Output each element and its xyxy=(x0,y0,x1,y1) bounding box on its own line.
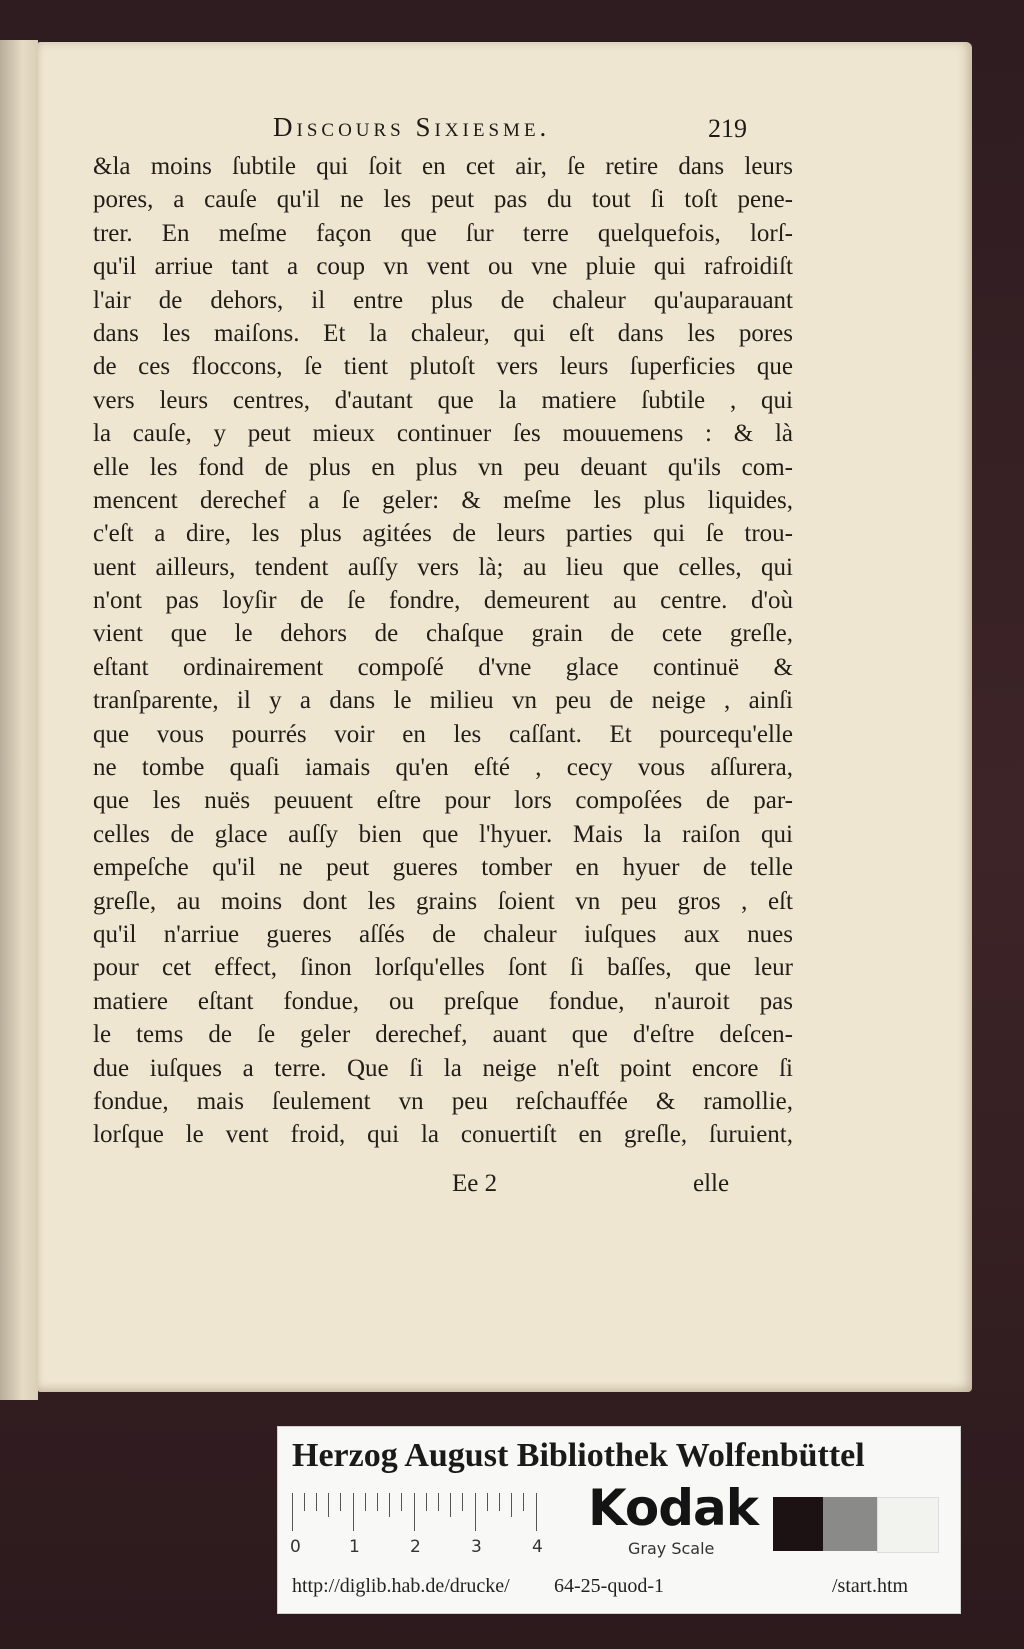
kodak-logo: Kodak xyxy=(588,1479,758,1537)
signature-mark: Ee 2 xyxy=(452,1170,498,1197)
text-line: eſtant ordinairement compoſé d'vne glace continuë & xyxy=(93,653,793,681)
ruler-tick xyxy=(340,1493,341,1511)
library-name: Herzog August Bibliothek Wolfenbüttel xyxy=(292,1437,865,1474)
ruler-number: 3 xyxy=(471,1537,482,1557)
text-line: l'air de dehors, il entre plus de chaleur qu'auparauant xyxy=(93,286,793,314)
text-line: empeſche qu'il ne peut gueres tomber en hyuer de telle xyxy=(93,854,793,882)
page-number: 219 xyxy=(708,114,747,143)
url-row xyxy=(292,1575,946,1605)
ruler-tick xyxy=(487,1493,488,1511)
text-line: le tems de ſe geler derechef, auant que d'eſtre deſcen- xyxy=(93,1021,793,1049)
text-line: vient que le dehors de chaſque grain de cete greſle, xyxy=(93,620,793,648)
text-line: vers leurs centres, d'autant que la matiere ſubtile , qui xyxy=(93,386,793,414)
book-page xyxy=(38,42,972,1392)
catchword: elle xyxy=(693,1170,730,1197)
url-end: /start.htm xyxy=(832,1575,909,1597)
gray-patch-white xyxy=(877,1497,939,1553)
text-line: la cauſe, y peut mieux continuer ſes mouuemens : & là xyxy=(93,420,793,448)
text-line: elle les fond de plus en plus vn peu deuant qu'ils com- xyxy=(93,453,793,481)
ruler-tick xyxy=(353,1493,354,1531)
text-line: pour cet effect, ſinon lorſqu'elles ſont ſi baſſes, que leur xyxy=(93,954,793,982)
ruler-tick xyxy=(438,1493,439,1511)
left-page-edge xyxy=(0,40,38,1400)
text-line: pores, a cauſe qu'il ne les peut pas du tout ſi toſt pene- xyxy=(93,186,793,214)
text-line: greſle, au moins dont les grains ſoient vn peu gros , eſt xyxy=(93,887,793,915)
text-line: mencent derechef a ſe geler: & meſme les plus liquides, xyxy=(93,486,793,514)
text-line: uent ailleurs, tendent auſſy vers là; au lieu que celles, qui xyxy=(93,553,793,581)
text-line: trer. En meſme façon que ſur terre quelquefois, lorſ- xyxy=(93,219,793,247)
ruler-tick xyxy=(511,1493,512,1517)
gray-patch-black xyxy=(773,1497,823,1551)
ruler-tick xyxy=(292,1493,293,1531)
body-text xyxy=(93,150,793,1152)
ruler-tick xyxy=(475,1493,476,1531)
ruler-number: 1 xyxy=(349,1537,360,1557)
library-color-card xyxy=(277,1426,961,1614)
page-footer xyxy=(38,1170,972,1204)
text-line: matiere eſtant fondue, ou preſque fondue, n'auroit pas xyxy=(93,987,793,1015)
ruler-tick xyxy=(365,1493,366,1511)
text-line: dans les maiſons. Et la chaleur, qui eſt dans les pores xyxy=(93,319,793,347)
ruler-tick xyxy=(377,1493,378,1511)
text-line: que les nuës peuuent eſtre pour lors compoſées de par- xyxy=(93,787,793,815)
text-line: lorſque le vent froid, qui la conuertiſt en greſle, ſuruient, xyxy=(93,1121,793,1149)
ruler-tick xyxy=(401,1493,402,1511)
text-line: n'ont pas loyſir de ſe fondre, demeurent au centre. d'où xyxy=(93,587,793,615)
ruler-number: 4 xyxy=(532,1537,543,1557)
ruler-tick xyxy=(328,1493,329,1517)
ruler-tick xyxy=(450,1493,451,1517)
ruler-tick xyxy=(536,1493,537,1531)
ruler-number: 0 xyxy=(290,1537,301,1557)
ruler-tick xyxy=(462,1493,463,1511)
text-line: &la moins ſubtile qui ſoit en cet air, ſe retire dans leurs xyxy=(93,153,793,180)
ruler-tick xyxy=(414,1493,415,1531)
ruler-tick xyxy=(304,1493,305,1511)
text-line: qu'il n'arriue gueres aſſés de chaleur iuſques aux nues xyxy=(93,920,793,948)
ruler-tick xyxy=(523,1493,524,1511)
ruler-tick xyxy=(499,1493,500,1511)
gray-patch-mid xyxy=(823,1497,877,1551)
gray-scale-label: Gray Scale xyxy=(628,1539,715,1558)
url-id: 64-25-quod-1 xyxy=(554,1575,664,1597)
text-line: de ces floccons, ſe tient plutoſt vers leurs ſuperficies que xyxy=(93,353,793,381)
ruler-tick xyxy=(316,1493,317,1511)
text-line: qu'il arriue tant a coup vn vent ou vne pluie qui rafroidiſt xyxy=(93,253,793,281)
text-line: que vous pourrés voir en les caſſant. Et pourcequ'elle xyxy=(93,720,793,748)
text-line: ne tombe quaſi iamais qu'en eſté , cecy vous aſſurera, xyxy=(93,754,793,782)
running-head: Discours Sixiesme. xyxy=(273,112,551,142)
text-line: due iuſques a terre. Que ſi la neige n'eſt point encore ſi xyxy=(93,1054,793,1082)
ruler-tick xyxy=(426,1493,427,1511)
url-base: http://diglib.hab.de/drucke/ xyxy=(292,1575,510,1597)
text-line: celles de glace auſſy bien que l'hyuer. Mais la raiſon qui xyxy=(93,820,793,848)
scale-ruler xyxy=(290,1493,543,1557)
text-line: fondue, mais ſeulement vn peu reſchauffée & ramollie, xyxy=(93,1087,793,1115)
ruler-number: 2 xyxy=(410,1537,421,1557)
text-line: tranſparente, il y a dans le milieu vn peu de neige , ainſi xyxy=(93,687,793,715)
text-line: c'eſt a dire, les plus agitées de leurs parties qui ſe trou- xyxy=(93,520,793,548)
page-header xyxy=(38,112,972,152)
ruler-tick xyxy=(389,1493,390,1517)
